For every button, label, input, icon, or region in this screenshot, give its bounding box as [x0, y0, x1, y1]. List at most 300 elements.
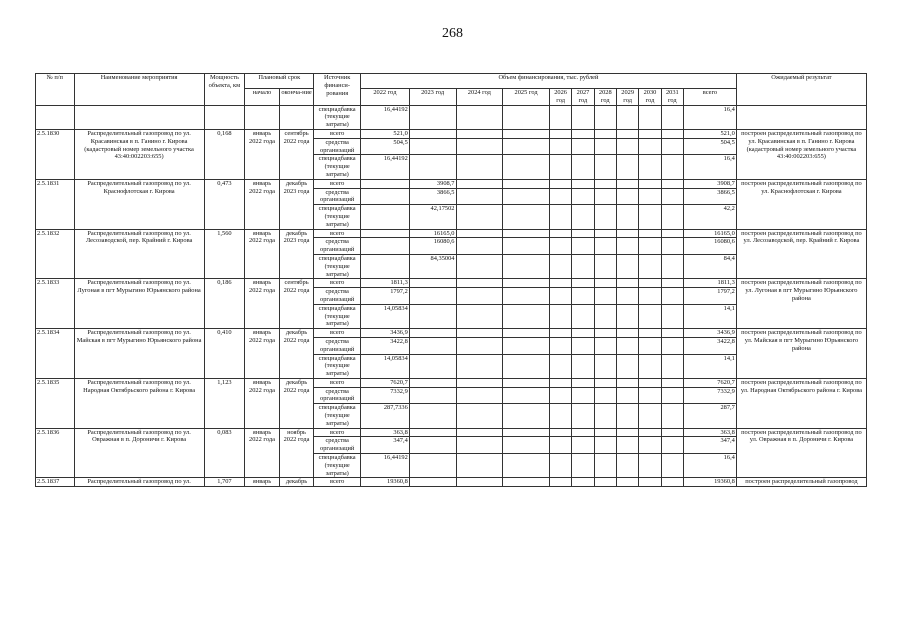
header-year: 2027 год: [572, 89, 594, 106]
year-value-cell: [503, 188, 550, 205]
source-cell: спецнадбавка (текущие затраты): [314, 454, 361, 478]
year-value-cell: 521,0: [361, 129, 410, 138]
source-cell: всего: [314, 229, 361, 238]
year-value-cell: [616, 205, 638, 229]
capacity-cell: 0,083: [204, 428, 245, 478]
year-value-cell: [456, 354, 503, 378]
result-cell: построен распределительный газопровод по ул. Краснофлотская г. Кирова: [736, 179, 866, 229]
year-value-cell: [572, 229, 594, 238]
cell-empty: [736, 105, 866, 129]
table-row: [36, 279, 867, 288]
total-cell: 3422,8: [684, 337, 737, 354]
year-value-cell: [549, 437, 571, 454]
year-value-cell: [661, 138, 683, 155]
source-cell: средства организаций: [314, 188, 361, 205]
capacity-cell: 0,186: [204, 279, 245, 329]
year-value-cell: [503, 179, 550, 188]
year-value-cell: 19360,8: [361, 478, 410, 487]
result-cell: построен распределительный газопровод по ул. Лугоная в пгт Мурыгино Юрьянского района: [736, 279, 866, 329]
year-value-cell: [549, 288, 571, 305]
row-name-cell: Распределительный газопровод по ул. Народная Октябрьского района г. Кирова: [74, 378, 204, 428]
header-capacity: Мощность объекта, км: [204, 74, 245, 106]
year-value-cell: [594, 279, 616, 288]
year-value-cell: [639, 254, 661, 278]
year-value-cell: [549, 155, 571, 179]
row-id-cell: 2.5.1831: [36, 179, 75, 229]
year-value-cell: [549, 238, 571, 255]
year-value-cell: [572, 478, 594, 487]
year-value-cell: [409, 354, 456, 378]
year-value-cell: [503, 155, 550, 179]
year-value-cell: [549, 428, 571, 437]
header-year: 2024 год: [456, 89, 503, 106]
year-value-cell: [594, 205, 616, 229]
year-value-cell: [594, 188, 616, 205]
year-value-cell: [549, 304, 571, 328]
header-volume: Объем финансирования, тыс. рублей: [361, 74, 737, 89]
total-cell: 16,4: [684, 454, 737, 478]
year-value-cell: [572, 155, 594, 179]
year-value-cell: [616, 254, 638, 278]
total-cell: 7332,9: [684, 387, 737, 404]
table-header: [36, 74, 867, 106]
start-term-cell: январь 2022 года: [245, 329, 280, 379]
year-value-cell: 16165,0: [409, 229, 456, 238]
year-value-cell: [616, 404, 638, 428]
source-cell: спецнадбавка (текущие затраты): [314, 105, 361, 129]
row-id-cell: 2.5.1836: [36, 428, 75, 478]
end-term-cell: декабрь 2023 года: [279, 229, 314, 279]
year-value-cell: [503, 254, 550, 278]
year-value-cell: [639, 478, 661, 487]
year-value-cell: [661, 229, 683, 238]
source-cell: спецнадбавка (текущие затраты): [314, 354, 361, 378]
end-term-cell: сентябрь 2022 года: [279, 129, 314, 179]
year-value-cell: [456, 454, 503, 478]
year-value-cell: [503, 378, 550, 387]
year-value-cell: [503, 454, 550, 478]
header-num: № п/п: [36, 74, 75, 106]
year-value-cell: [616, 138, 638, 155]
year-value-cell: [503, 387, 550, 404]
year-value-cell: [639, 179, 661, 188]
year-value-cell: [456, 404, 503, 428]
year-value-cell: [409, 138, 456, 155]
header-year: 2023 год: [409, 89, 456, 106]
capacity-cell: 0,168: [204, 129, 245, 179]
row-name-cell: Распределительный газопровод по ул. Краснофлотская г. Кирова: [74, 179, 204, 229]
year-value-cell: [409, 105, 456, 129]
capacity-cell: 1,707: [204, 478, 245, 487]
capacity-cell: 0,473: [204, 179, 245, 229]
year-value-cell: 42,17502: [409, 205, 456, 229]
year-value-cell: [456, 229, 503, 238]
source-cell: спецнадбавка (текущие затраты): [314, 155, 361, 179]
year-value-cell: [572, 105, 594, 129]
year-value-cell: [639, 279, 661, 288]
year-value-cell: [456, 387, 503, 404]
header-total: всего: [684, 89, 737, 106]
year-value-cell: [549, 329, 571, 338]
cell-empty: [36, 105, 75, 129]
year-value-cell: [549, 279, 571, 288]
year-value-cell: [616, 378, 638, 387]
year-value-cell: 363,8: [361, 428, 410, 437]
year-value-cell: [503, 105, 550, 129]
year-value-cell: [549, 404, 571, 428]
year-value-cell: [361, 238, 410, 255]
end-term-cell: декабрь: [279, 478, 314, 487]
year-value-cell: [616, 428, 638, 437]
result-cell: построен распределительный газопровод: [736, 478, 866, 487]
year-value-cell: [594, 254, 616, 278]
year-value-cell: [661, 179, 683, 188]
total-cell: 363,8: [684, 428, 737, 437]
year-value-cell: [661, 288, 683, 305]
start-term-cell: январь 2022 года: [245, 129, 280, 179]
year-value-cell: [549, 254, 571, 278]
year-value-cell: [409, 404, 456, 428]
year-value-cell: [572, 279, 594, 288]
source-cell: всего: [314, 329, 361, 338]
total-cell: 287,7: [684, 404, 737, 428]
year-value-cell: [409, 378, 456, 387]
year-value-cell: [409, 478, 456, 487]
source-cell: спецнадбавка (текущие затраты): [314, 404, 361, 428]
year-value-cell: [572, 188, 594, 205]
year-value-cell: 504,5: [361, 138, 410, 155]
header-term: Плановый срок: [245, 74, 314, 89]
year-value-cell: [661, 188, 683, 205]
year-value-cell: [456, 288, 503, 305]
year-value-cell: [594, 478, 616, 487]
total-cell: 7620,7: [684, 378, 737, 387]
year-value-cell: 16,44192: [361, 454, 410, 478]
year-value-cell: [549, 179, 571, 188]
year-value-cell: [549, 205, 571, 229]
result-cell: построен распределительный газопровод по ул. Красавинская в п. Ганино г. Кирова (кадастровый номер земельного участка 43:40:002203:655): [736, 129, 866, 179]
year-value-cell: [661, 329, 683, 338]
year-value-cell: [503, 138, 550, 155]
year-value-cell: [616, 229, 638, 238]
year-value-cell: [594, 387, 616, 404]
year-value-cell: [361, 188, 410, 205]
table-row: [36, 378, 867, 387]
year-value-cell: [572, 288, 594, 305]
year-value-cell: [661, 428, 683, 437]
result-cell: построен распределительный газопровод по ул. Народная Октябрьского района г. Кирова: [736, 378, 866, 428]
year-value-cell: [572, 437, 594, 454]
table-row: [36, 129, 867, 138]
total-cell: 1811,3: [684, 279, 737, 288]
year-value-cell: [503, 288, 550, 305]
year-value-cell: [639, 428, 661, 437]
year-value-cell: [594, 404, 616, 428]
year-value-cell: 347,4: [361, 437, 410, 454]
year-value-cell: [409, 387, 456, 404]
end-term-cell: декабрь 2022 года: [279, 378, 314, 428]
year-value-cell: [456, 478, 503, 487]
year-value-cell: 84,35004: [409, 254, 456, 278]
year-value-cell: [639, 354, 661, 378]
start-term-cell: январь 2022 года: [245, 179, 280, 229]
table-row: [36, 179, 867, 188]
year-value-cell: [456, 155, 503, 179]
header-year: 2029 год: [616, 89, 638, 106]
year-value-cell: [639, 404, 661, 428]
year-value-cell: [639, 188, 661, 205]
year-value-cell: [503, 404, 550, 428]
year-value-cell: 16080,6: [409, 238, 456, 255]
year-value-cell: [639, 337, 661, 354]
source-cell: всего: [314, 378, 361, 387]
source-cell: средства организаций: [314, 288, 361, 305]
year-value-cell: [572, 205, 594, 229]
year-value-cell: [549, 387, 571, 404]
row-id-cell: 2.5.1830: [36, 129, 75, 179]
year-value-cell: [572, 404, 594, 428]
year-value-cell: [503, 428, 550, 437]
result-cell: построен распределительный газопровод по ул. Овражная в п. Дороничи г. Кирова: [736, 428, 866, 478]
financing-table: [35, 73, 867, 487]
year-value-cell: [594, 238, 616, 255]
year-value-cell: [549, 188, 571, 205]
year-value-cell: [616, 105, 638, 129]
header-source: Источник финанси-рования: [314, 74, 361, 106]
header-name: Наименование мероприятия: [74, 74, 204, 106]
year-value-cell: [456, 437, 503, 454]
year-value-cell: [572, 354, 594, 378]
year-value-cell: [639, 238, 661, 255]
year-value-cell: 16,44192: [361, 155, 410, 179]
year-value-cell: [661, 279, 683, 288]
row-name-cell: Распределительный газопровод по ул. Лугоная в пгт Мурыгино Юрьянского района: [74, 279, 204, 329]
year-value-cell: [616, 238, 638, 255]
year-value-cell: [503, 229, 550, 238]
year-value-cell: 16,44192: [361, 105, 410, 129]
year-value-cell: [361, 254, 410, 278]
row-name-cell: Распределительный газопровод по ул.: [74, 478, 204, 487]
source-cell: спецнадбавка (текущие затраты): [314, 304, 361, 328]
table-row: [36, 478, 867, 487]
year-value-cell: [594, 337, 616, 354]
year-value-cell: [639, 205, 661, 229]
year-value-cell: [361, 205, 410, 229]
year-value-cell: [456, 378, 503, 387]
total-cell: 14,1: [684, 354, 737, 378]
year-value-cell: [661, 254, 683, 278]
year-value-cell: [616, 478, 638, 487]
year-value-cell: [594, 155, 616, 179]
year-value-cell: [594, 129, 616, 138]
year-value-cell: [616, 337, 638, 354]
year-value-cell: [572, 138, 594, 155]
year-value-cell: [456, 304, 503, 328]
year-value-cell: [639, 155, 661, 179]
year-value-cell: [639, 329, 661, 338]
year-value-cell: 14,05834: [361, 354, 410, 378]
total-cell: 14,1: [684, 304, 737, 328]
end-term-cell: декабрь 2022 года: [279, 329, 314, 379]
year-value-cell: [549, 378, 571, 387]
page-number: 268: [442, 26, 463, 41]
row-id-cell: 2.5.1832: [36, 229, 75, 279]
year-value-cell: 1797,2: [361, 288, 410, 305]
year-value-cell: [456, 337, 503, 354]
header-year: 2026 год: [549, 89, 571, 106]
year-value-cell: [549, 229, 571, 238]
year-value-cell: 287,7336: [361, 404, 410, 428]
year-value-cell: [661, 378, 683, 387]
year-value-cell: [361, 179, 410, 188]
end-term-cell: сентябрь 2022 года: [279, 279, 314, 329]
source-cell: спецнадбавка (текущие затраты): [314, 205, 361, 229]
year-value-cell: [409, 288, 456, 305]
year-value-cell: [503, 354, 550, 378]
year-value-cell: [661, 478, 683, 487]
total-cell: 521,0: [684, 129, 737, 138]
year-value-cell: [409, 279, 456, 288]
year-value-cell: [616, 387, 638, 404]
year-value-cell: 7620,7: [361, 378, 410, 387]
table-row: [36, 229, 867, 238]
start-term-cell: январь 2022 года: [245, 378, 280, 428]
year-value-cell: 3866,5: [409, 188, 456, 205]
year-value-cell: [616, 454, 638, 478]
year-value-cell: [594, 138, 616, 155]
year-value-cell: [503, 279, 550, 288]
header-year: 2031 год: [661, 89, 683, 106]
year-value-cell: [594, 179, 616, 188]
year-value-cell: [594, 354, 616, 378]
year-value-cell: [549, 138, 571, 155]
year-value-cell: [572, 387, 594, 404]
year-value-cell: [661, 337, 683, 354]
end-term-cell: ноябрь 2022 года: [279, 428, 314, 478]
year-value-cell: [616, 437, 638, 454]
year-value-cell: [572, 454, 594, 478]
year-value-cell: [456, 188, 503, 205]
year-value-cell: [503, 437, 550, 454]
year-value-cell: [594, 304, 616, 328]
start-term-cell: январь 2022 года: [245, 279, 280, 329]
year-value-cell: 3436,9: [361, 329, 410, 338]
year-value-cell: [456, 279, 503, 288]
year-value-cell: [456, 329, 503, 338]
year-value-cell: 14,05834: [361, 304, 410, 328]
start-term-cell: январь: [245, 478, 280, 487]
year-value-cell: 3422,8: [361, 337, 410, 354]
cell-empty: [279, 105, 314, 129]
source-cell: всего: [314, 279, 361, 288]
source-cell: средства организаций: [314, 138, 361, 155]
year-value-cell: [409, 437, 456, 454]
year-value-cell: [661, 129, 683, 138]
total-cell: 16,4: [684, 105, 737, 129]
year-value-cell: [661, 238, 683, 255]
year-value-cell: [661, 354, 683, 378]
capacity-cell: 1,123: [204, 378, 245, 428]
source-cell: всего: [314, 179, 361, 188]
year-value-cell: [639, 378, 661, 387]
year-value-cell: [572, 254, 594, 278]
cell-empty: [74, 105, 204, 129]
total-cell: 19360,8: [684, 478, 737, 487]
year-value-cell: [456, 428, 503, 437]
end-term-cell: декабрь 2023 года: [279, 179, 314, 229]
header-year: 2025 год: [503, 89, 550, 106]
cell-empty: [245, 105, 280, 129]
header-year: 2028 год: [594, 89, 616, 106]
year-value-cell: [661, 205, 683, 229]
year-value-cell: [639, 437, 661, 454]
year-value-cell: [616, 155, 638, 179]
source-cell: всего: [314, 478, 361, 487]
year-value-cell: [549, 337, 571, 354]
table-row: [36, 329, 867, 338]
year-value-cell: [503, 238, 550, 255]
source-cell: всего: [314, 428, 361, 437]
year-value-cell: [572, 337, 594, 354]
header-year: 2030 год: [639, 89, 661, 106]
row-name-cell: Распределительный газопровод по ул. Красавинская в п. Ганино г. Кирова (кадастровый номер земельного участка 43:40:002203:655): [74, 129, 204, 179]
row-id-cell: 2.5.1835: [36, 378, 75, 428]
year-value-cell: [549, 478, 571, 487]
year-value-cell: [503, 478, 550, 487]
header-year: 2022 год: [361, 89, 410, 106]
source-cell: средства организаций: [314, 437, 361, 454]
year-value-cell: [616, 129, 638, 138]
year-value-cell: [639, 105, 661, 129]
year-value-cell: [616, 288, 638, 305]
year-value-cell: [616, 188, 638, 205]
start-term-cell: январь 2022 года: [245, 428, 280, 478]
year-value-cell: [594, 105, 616, 129]
year-value-cell: [594, 288, 616, 305]
year-value-cell: [361, 229, 410, 238]
year-value-cell: [594, 437, 616, 454]
year-value-cell: [594, 329, 616, 338]
year-value-cell: [503, 337, 550, 354]
year-value-cell: [572, 129, 594, 138]
source-cell: средства организаций: [314, 337, 361, 354]
year-value-cell: [639, 129, 661, 138]
total-cell: 3908,7: [684, 179, 737, 188]
source-cell: средства организаций: [314, 387, 361, 404]
year-value-cell: [639, 387, 661, 404]
total-cell: 3866,5: [684, 188, 737, 205]
total-cell: 16,4: [684, 155, 737, 179]
year-value-cell: [549, 354, 571, 378]
year-value-cell: [503, 205, 550, 229]
year-value-cell: [661, 387, 683, 404]
year-value-cell: [639, 138, 661, 155]
total-cell: 16080,6: [684, 238, 737, 255]
year-value-cell: [456, 205, 503, 229]
year-value-cell: [616, 179, 638, 188]
table-body: [36, 105, 867, 487]
year-value-cell: 7332,9: [361, 387, 410, 404]
row-name-cell: Распределительный газопровод по ул. Майская в пгт Мурыгино Юрьянского района: [74, 329, 204, 379]
year-value-cell: [409, 129, 456, 138]
year-value-cell: [639, 229, 661, 238]
source-cell: всего: [314, 129, 361, 138]
year-value-cell: [456, 138, 503, 155]
total-cell: 84,4: [684, 254, 737, 278]
year-value-cell: [456, 105, 503, 129]
year-value-cell: [661, 155, 683, 179]
year-value-cell: [409, 155, 456, 179]
